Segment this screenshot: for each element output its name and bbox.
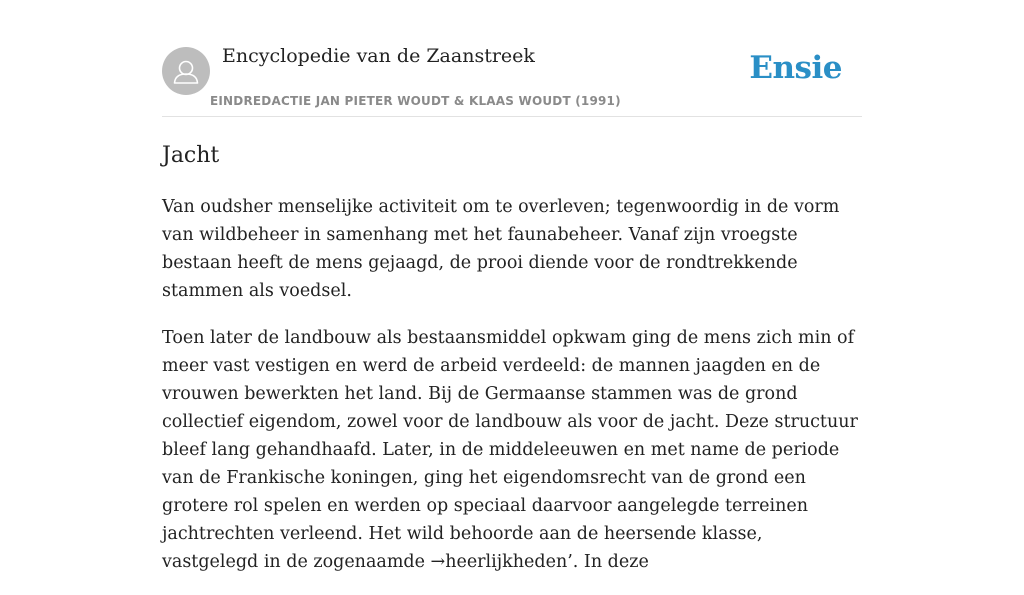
publication-header: [162, 0, 862, 117]
ensie-logo[interactable]: Ensie: [749, 50, 842, 86]
publication-title[interactable]: Encyclopedie van de Zaanstreek: [222, 45, 535, 67]
article-paragraph: Toen later de landbouw als bestaansmiddel opkwam ging de mens zich min of meer vast vestigen en werd de arbeid verdeeld: de mannen jaagden en de vrouwen bewerkten het land. Bij de Germaanse stammen was de grond collectief eigendom, zowel voor de landbouw als voor de jacht. Deze structuur bleef lang gehandhaafd. Later, in de middeleeuwen en met name de periode van de Frankische koningen, ging het eigendomsrecht van de grond een grotere rol spelen en werden op speciaal daarvoor aangelegde terreinen jachtrechten verleend. Het wild behoorde aan de heersende klasse, vastgelegd in de zogenaamde →heerlijkheden’. In deze: [162, 328, 858, 572]
user-silhouette-icon: [162, 47, 210, 95]
article-title: Jacht: [162, 143, 220, 168]
publication-avatar[interactable]: [162, 47, 210, 95]
article-paragraph: Van oudsher menselijke activiteit om te overleven; tegenwoordig in de vorm van wildbeheer in samenhang met het faunabeheer. Vanaf zijn vroegste bestaan heeft de mens gejaagd, de prooi diende voor de rondtrekkende stammen als voedsel.: [162, 197, 840, 301]
page: [162, 0, 862, 595]
article-body: [162, 193, 862, 576]
publication-editors: EINDREDACTIE JAN PIETER WOUDT & KLAAS WOUDT (1991): [210, 94, 621, 108]
